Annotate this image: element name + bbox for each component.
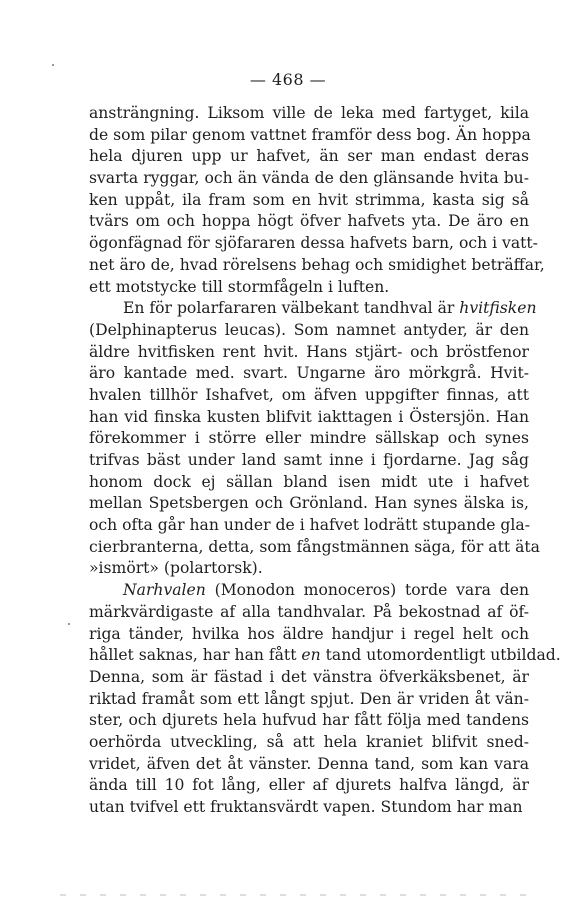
text-line <box>89 602 529 624</box>
text-line <box>89 255 545 277</box>
text-fragment: oerhörda utveckling, så att hela kraniet blifvit sned- <box>89 732 529 751</box>
page-number: — 468 — <box>249 70 327 89</box>
text-line <box>89 342 529 364</box>
text-line <box>89 754 529 776</box>
text-fragment: ster, och djurets hela hufvud har fått följa med tandens <box>89 711 529 730</box>
text-fragment: riktad framåt som ett långt spjut. Den är vriden åt vän- <box>89 689 529 708</box>
text-line <box>89 428 529 450</box>
text-line <box>89 103 529 125</box>
text-line <box>89 146 529 168</box>
text-line <box>89 558 529 580</box>
text-fragment: och ofta går han under de i hafvet lodrätt stupande gla- <box>89 516 530 535</box>
italic-term: Narhvalen <box>123 581 206 600</box>
text-fragment: vridet, äfven det åt vänster. Denna tand, som kan vara <box>89 754 529 773</box>
text-fragment: mellan Spetsbergen och Grönland. Han synes älska is, <box>89 494 529 513</box>
text-fragment: ett motstycke till stormfågeln i luften. <box>89 277 390 296</box>
text-line <box>89 298 537 320</box>
text-fragment: (Monodon monoceros) torde vara den <box>205 581 529 600</box>
text-fragment: tand utomordentligt utbildad. <box>320 646 561 665</box>
text-fragment: äro kantade med. svart. Ungarne äro mörkgrå. Hvit- <box>89 364 529 383</box>
text-fragment: net äro de, hvad rörelsens behag och smidighet beträffar, <box>89 255 545 274</box>
text-fragment: En för polarfararen välbekant tandhval är <box>123 299 460 318</box>
text-fragment: hela djuren upp ur hafvet, än ser man endast deras <box>89 147 529 166</box>
text-fragment: hvalen tillhör Ishafvet, om äfven uppgifter finnas, att <box>89 385 529 404</box>
text-fragment: hållet saknas, har han fått <box>89 646 302 665</box>
text-line <box>89 407 529 429</box>
text-line <box>89 493 529 515</box>
text-line <box>89 320 529 342</box>
text-fragment: förekommer i större eller mindre sällskap och synes <box>89 429 529 448</box>
text-line <box>89 775 529 797</box>
scan-edge-artifact <box>60 894 530 896</box>
text-fragment: utan tvifvel ett fruktansvärdt vapen. Stundom har man <box>89 798 523 816</box>
text-fragment: de som pilar genom vattnet framför dess bog. Än hoppa <box>89 125 531 144</box>
text-line <box>89 233 538 255</box>
text-fragment: »ismört» (polartorsk). <box>89 559 263 578</box>
text-line <box>89 580 529 602</box>
text-line <box>89 537 540 559</box>
scan-speck <box>52 64 54 66</box>
text-line <box>89 125 529 147</box>
italic-term: en <box>301 646 321 665</box>
scan-speck <box>68 623 70 625</box>
text-fragment: ansträngning. Liksom ville de leka med fartyget, kila <box>89 104 529 122</box>
body-text <box>89 103 561 819</box>
text-fragment: svarta ryggar, och än vända de den glänsande hvita bu- <box>89 169 529 188</box>
text-line <box>89 385 529 407</box>
text-line <box>89 515 529 537</box>
text-fragment: ögonfägnad för sjöfararen dessa hafvets barn, och i vatt- <box>89 234 538 253</box>
text-line <box>89 667 529 689</box>
text-line <box>89 450 529 472</box>
text-line <box>89 689 529 711</box>
text-fragment: trifvas bäst under land samt inne i fjordarne. Jag såg <box>89 451 529 469</box>
text-line <box>89 797 529 819</box>
text-fragment: han vid finska kusten blifvit iakttagen i Östersjön. Han <box>89 407 529 426</box>
italic-term: hvitfisken <box>459 299 537 318</box>
text-fragment: cierbranterna, detta, som fångstmännen säga, för att äta <box>89 537 540 556</box>
text-line <box>89 732 529 754</box>
text-fragment: (Delphinapterus leucas). Som namnet antyder, är den <box>89 320 529 339</box>
text-line <box>89 710 529 732</box>
text-line <box>89 190 529 212</box>
text-fragment: ken uppåt, ila fram som en hvit strimma, kasta sig så <box>89 190 529 209</box>
text-fragment: äldre hvitfisken rent hvit. Hans stjärt- och bröstfenor <box>89 342 529 361</box>
text-line <box>89 645 561 667</box>
text-line <box>89 211 529 233</box>
text-fragment: Denna, som är fästad i det vänstra öfverkäksbenet, är <box>89 667 529 686</box>
text-line <box>89 168 529 190</box>
text-line <box>89 472 529 494</box>
text-fragment: honom dock ej sällan bland isen midt ute i hafvet <box>89 472 529 491</box>
text-fragment: riga tänder, hvilka hos äldre handjur i regel helt och <box>89 624 529 643</box>
text-fragment: märkvärdigaste af alla tandhvalar. På bekostnad af öf- <box>89 602 529 621</box>
text-fragment: ända till 10 fot lång, eller af djurets halfva längd, är <box>89 776 529 795</box>
text-line <box>89 363 529 385</box>
text-line <box>89 624 529 646</box>
text-line <box>89 277 529 299</box>
text-fragment: tvärs om och hoppa högt öfver hafvets yta. De äro en <box>89 212 529 231</box>
